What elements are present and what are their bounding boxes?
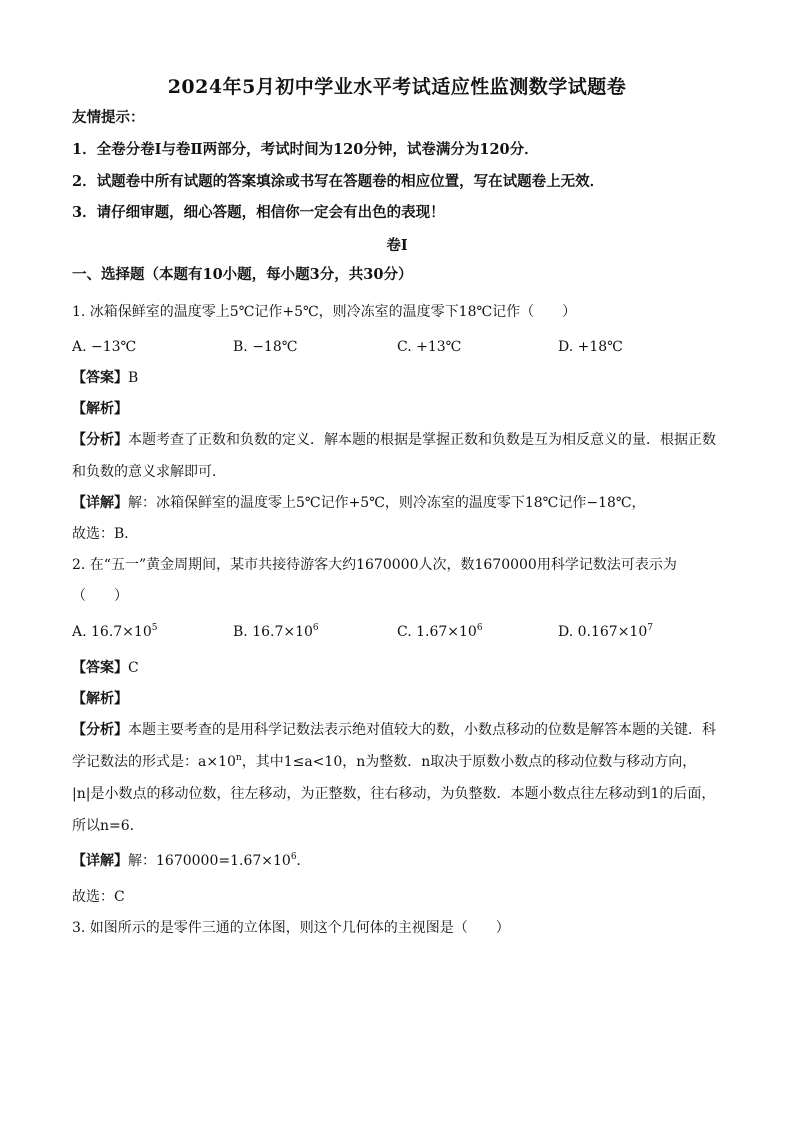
question-2-fenxi-line-4: 所以n=6． bbox=[72, 818, 144, 834]
question-2-option-b bbox=[233, 622, 319, 642]
question-1-stem: 1. 冰箱保鲜室的温度零上5℃记作+5℃，则冷冻室的温度零下18℃记作（ ） bbox=[72, 304, 577, 320]
notice-item-2: 2．试题卷中所有试题的答案填涂或书写在答题卷的相应位置，写在试题卷上无效． bbox=[72, 173, 605, 190]
question-1-analysis-tag: 【解析】 bbox=[72, 401, 128, 417]
detail-tag: 【详解】 bbox=[72, 495, 128, 511]
page-title: 2024年5月初中学业水平考试适应性监测数学试题卷 bbox=[167, 76, 627, 98]
question-2-choice: 故选：C bbox=[72, 889, 125, 905]
fenxi-exponent: n bbox=[235, 753, 242, 763]
question-2-fenxi-line-3: |n|是小数点的移动位数，往左移动，为正整数，往右移动，为负整数．本题小数点往左移动到1的后面， bbox=[72, 786, 716, 802]
fenxi-text: 本题考查了正数和负数的定义．解本题的根据是掌握正数和负数是互为相反意义的量．根据正数 bbox=[128, 432, 716, 448]
fenxi-text: 学记数法的形式是：a×10 bbox=[72, 754, 236, 770]
question-2-fenxi-line-2 bbox=[72, 752, 696, 772]
question-1-detail bbox=[72, 493, 646, 513]
question-1-option-a: A. −13℃ bbox=[72, 339, 137, 355]
option-text: C. 1.67×10 bbox=[397, 624, 477, 640]
question-1-option-c: C. +13℃ bbox=[397, 339, 462, 355]
question-1-answer bbox=[72, 368, 138, 388]
section-label: 卷Ⅰ bbox=[386, 237, 408, 254]
answer-tag: 【答案】 bbox=[72, 370, 128, 386]
question-2-stem: 2. 在“五一”黄金周期间，某市共接待游客大约1670000人次，数1670000用科学记数法可表示为 bbox=[72, 557, 677, 573]
question-1-fenxi-cont: 和负数的意义求解即可． bbox=[72, 464, 226, 480]
question-2-fenxi bbox=[72, 720, 716, 740]
question-2-option-d bbox=[558, 622, 653, 642]
part-heading: 一、选择题（本题有10小题，每小题3分，共30分） bbox=[72, 266, 413, 283]
question-2-answer bbox=[72, 658, 139, 678]
question-2-stem-cont: （ ） bbox=[72, 588, 128, 604]
detail-exponent: 6 bbox=[290, 852, 297, 862]
question-2-option-c bbox=[397, 622, 483, 642]
question-2-detail bbox=[72, 851, 311, 871]
question-2-option-a bbox=[72, 622, 157, 642]
option-exponent: 6 bbox=[476, 623, 483, 633]
option-text: D. 0.167×10 bbox=[558, 624, 648, 640]
detail-text: 解：1670000=1.67×10 bbox=[128, 853, 291, 869]
detail-tag: 【详解】 bbox=[72, 853, 128, 869]
option-text: A. 16.7×10 bbox=[72, 624, 152, 640]
fenxi-text: 本题主要考查的是用科学记数法表示绝对值较大的数，小数点移动的位数是解答本题的关键．科 bbox=[128, 722, 716, 738]
notice-item-1: 1．全卷分卷Ⅰ与卷Ⅱ两部分，考试时间为120分钟，试卷满分为120分． bbox=[72, 141, 539, 158]
detail-text: 解：冰箱保鲜室的温度零上5℃记作+5℃，则冷冻室的温度零下18℃记作−18℃， bbox=[128, 495, 646, 511]
fenxi-text: ，其中1≤a<10，n为整数．n取决于原数小数点的移动位数与移动方向， bbox=[241, 754, 697, 770]
option-text: B. 16.7×10 bbox=[233, 624, 313, 640]
option-exponent: 7 bbox=[647, 623, 653, 633]
option-exponent: 5 bbox=[151, 623, 158, 633]
answer-tag: 【答案】 bbox=[72, 660, 128, 676]
option-exponent: 6 bbox=[312, 623, 319, 633]
question-3-stem: 3. 如图所示的是零件三通的立体图，则这个几何体的主视图是（ ） bbox=[72, 920, 510, 936]
detail-text: ． bbox=[296, 853, 311, 869]
notice-heading: 友情提示： bbox=[72, 109, 145, 126]
question-1-choice: 故选：B． bbox=[72, 526, 139, 542]
question-1-option-d: D. +18℃ bbox=[558, 339, 623, 355]
answer-value: B bbox=[128, 370, 139, 386]
question-1-fenxi bbox=[72, 430, 716, 450]
answer-value: C bbox=[128, 660, 139, 676]
question-1-option-b: B. −18℃ bbox=[233, 339, 298, 355]
notice-item-3: 3．请仔细审题，细心答题，相信你一定会有出色的表现！ bbox=[72, 204, 445, 221]
fenxi-tag: 【分析】 bbox=[72, 432, 128, 448]
fenxi-tag: 【分析】 bbox=[72, 722, 128, 738]
question-2-analysis-tag: 【解析】 bbox=[72, 691, 128, 707]
